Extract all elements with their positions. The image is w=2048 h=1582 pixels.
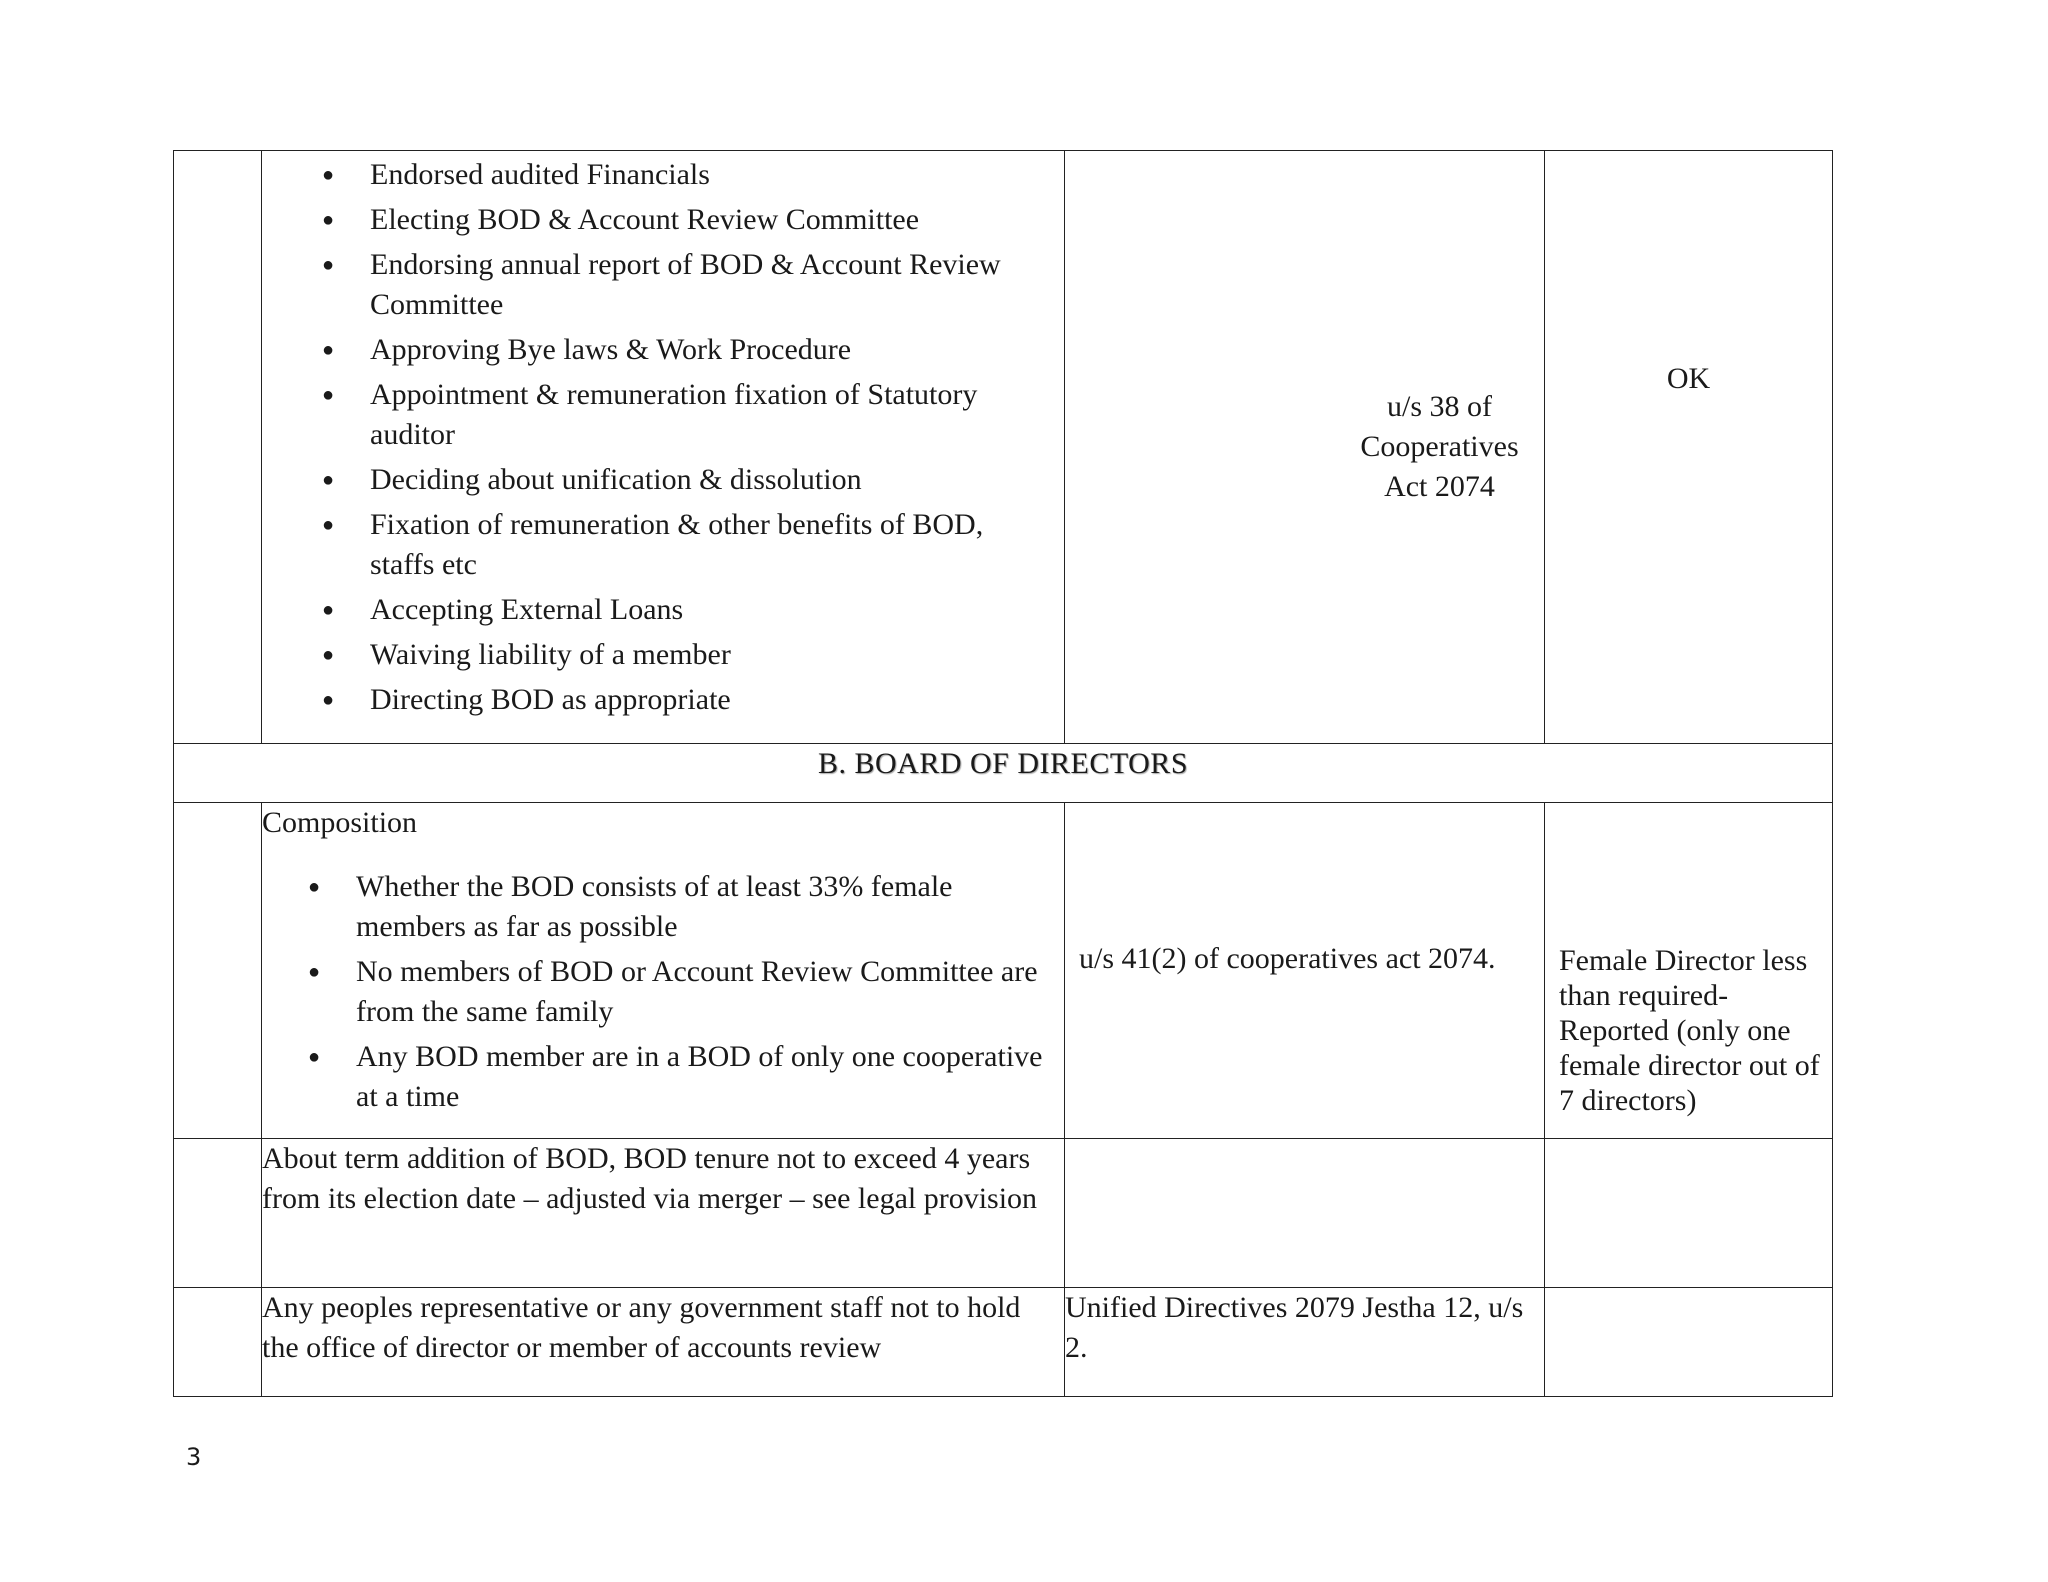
table-row bbox=[174, 803, 1833, 1139]
list-item: ● Directing BOD as appropriate bbox=[262, 680, 1064, 720]
reference-cell: u/s 41(2) of cooperatives act 2074. bbox=[1065, 803, 1545, 1139]
table-row bbox=[174, 1288, 1833, 1397]
item-cell: About term addition of BOD, BOD tenure not to exceed 4 years from its election date – adjusted via merger – see legal provision bbox=[262, 1139, 1065, 1288]
list-item: ● Electing BOD & Account Review Committee bbox=[262, 200, 1064, 240]
composition-list bbox=[248, 867, 1064, 1117]
section-title: B. BOARD OF DIRECTORS bbox=[174, 744, 1833, 803]
reference-cell: u/s 38 of Cooperatives Act 2074 bbox=[1065, 151, 1545, 744]
serial-cell bbox=[174, 151, 262, 744]
remarks-cell: OK bbox=[1545, 151, 1833, 744]
serial-cell bbox=[174, 1288, 262, 1397]
serial-cell bbox=[174, 1139, 262, 1288]
reference-cell: Unified Directives 2079 Jestha 12, u/s 2. bbox=[1065, 1288, 1545, 1397]
list-item: ● Whether the BOD consists of at least 33% female members as far as possible bbox=[248, 867, 1064, 947]
list-item: ● Approving Bye laws & Work Procedure bbox=[262, 330, 1064, 370]
item-cell bbox=[262, 803, 1065, 1139]
table-row bbox=[174, 1139, 1833, 1288]
item-heading: Composition bbox=[262, 806, 418, 839]
list-item: ● Endorsed audited Financials bbox=[262, 155, 1064, 195]
page-number: 3 bbox=[186, 1443, 202, 1471]
audit-checklist-table bbox=[173, 150, 1833, 1397]
list-item: ● Deciding about unification & dissolution bbox=[262, 460, 1064, 500]
remarks-cell bbox=[1545, 1288, 1833, 1397]
item-cell bbox=[262, 151, 1065, 744]
table-row bbox=[174, 151, 1833, 744]
list-item: ● Fixation of remuneration & other benefits of BOD, staffs etc bbox=[262, 505, 1064, 585]
list-item: ● No members of BOD or Account Review Committee are from the same family bbox=[248, 952, 1064, 1032]
list-item: ● Waiving liability of a member bbox=[262, 635, 1064, 675]
remarks-cell: Female Director less than required-Reported (only one female director out of 7 directors) bbox=[1545, 803, 1833, 1139]
list-item: ● Appointment & remuneration fixation of Statutory auditor bbox=[262, 375, 1064, 455]
list-item: ● Endorsing annual report of BOD & Account Review Committee bbox=[262, 245, 1064, 325]
item-cell: Any peoples representative or any government staff not to hold the office of director or member of accounts review bbox=[262, 1288, 1065, 1397]
agm-functions-list bbox=[262, 155, 1064, 720]
remarks-cell bbox=[1545, 1139, 1833, 1288]
section-header-row bbox=[174, 744, 1833, 803]
list-item: ● Any BOD member are in a BOD of only one cooperative at a time bbox=[248, 1037, 1064, 1117]
reference-cell bbox=[1065, 1139, 1545, 1288]
list-item: ● Accepting External Loans bbox=[262, 590, 1064, 630]
